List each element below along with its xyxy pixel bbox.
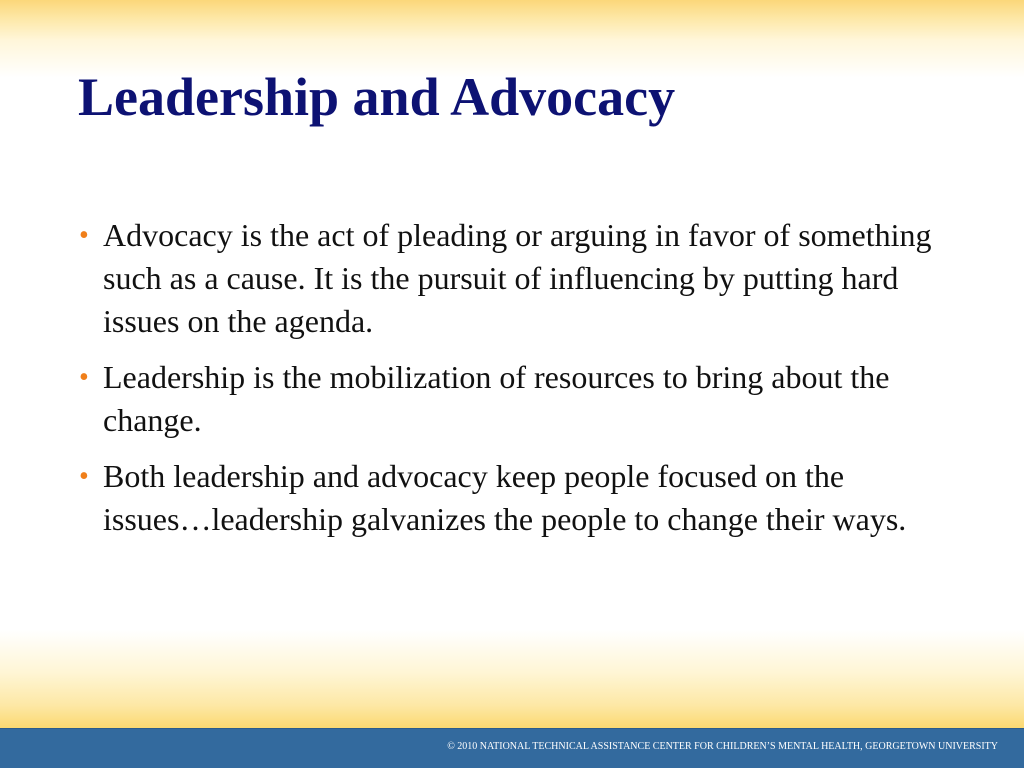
- footer-bar: [0, 728, 1024, 768]
- bullet-item: [78, 214, 958, 343]
- bullet-text: Advocacy is the act of pleading or arguing in favor of something such as a cause. It is the pursuit of influencing by putting hard issues on the agenda.: [103, 217, 932, 339]
- bullet-marker-icon: •: [79, 461, 89, 492]
- bullet-item: [78, 455, 958, 541]
- slide-title: Leadership and Advocacy: [78, 67, 676, 127]
- bullet-text: Both leadership and advocacy keep people focused on the issues…leadership galvanizes the people to change their ways.: [103, 458, 907, 537]
- bullet-list: [78, 214, 958, 554]
- copyright-text: © 2010 NATIONAL TECHNICAL ASSISTANCE CENTER FOR CHILDREN’S MENTAL HEALTH, GEORGETOWN UNIVERSITY: [447, 741, 998, 752]
- bullet-text: Leadership is the mobilization of resources to bring about the change.: [103, 359, 890, 438]
- bullet-item: [78, 356, 958, 442]
- bullet-marker-icon: •: [79, 362, 89, 393]
- bullet-marker-icon: •: [79, 220, 89, 251]
